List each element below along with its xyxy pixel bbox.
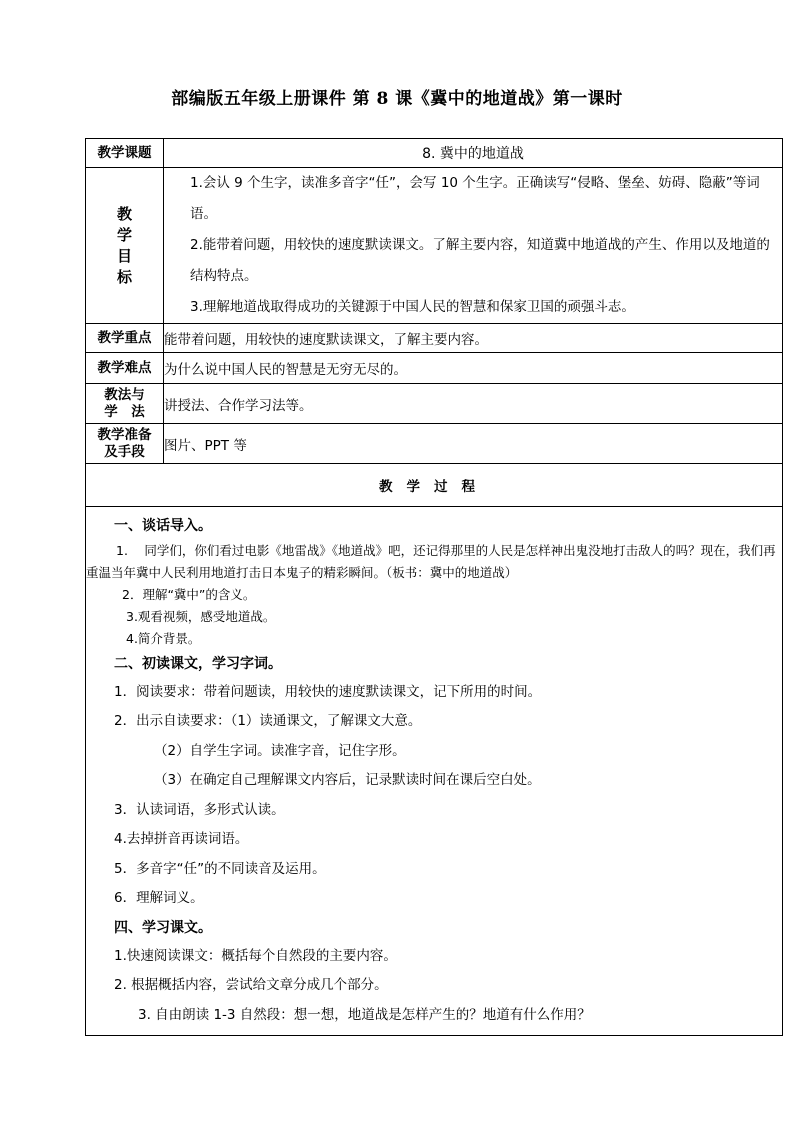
section-2-item: 6．理解词义。	[114, 890, 204, 907]
section-2-item: （2）自学生字词。读准字音，记住字形。	[154, 742, 406, 759]
section-2-item: 4.去掉拼音再读词语。	[114, 831, 249, 848]
preparation-label	[86, 424, 164, 464]
methods-row	[86, 384, 783, 424]
preparation-row	[86, 424, 783, 464]
preparation-label-line: 及手段	[104, 443, 145, 460]
lesson-plan-table	[85, 138, 783, 1036]
key-points-row	[86, 324, 783, 353]
section-2-item: 2．出示自读要求：（1）读通课文，了解课文大意。	[114, 713, 422, 730]
objectives-content	[164, 168, 783, 324]
difficulties-label: 教学难点	[86, 353, 164, 384]
section-4-title: 四、学习课文。	[114, 919, 212, 936]
preparation-label-line: 教学准备	[97, 426, 152, 443]
section-4-item: 3. 自由朗读 1-3 自然段：想一想，地道战是怎样产生的？地道有什么作用？	[138, 1006, 591, 1023]
objectives-label-char: 教	[116, 204, 132, 223]
topic-label: 教学课题	[86, 139, 164, 168]
process-heading-row	[86, 464, 783, 507]
section-2-item: 3．认读词语，多形式认读。	[114, 801, 285, 818]
objective-item: 1.会认 9 个生字，读准多音字“任”，会写 10 个生字。正确读写“侵略、堡垒、妨碍、隐蔽”等词语。	[190, 175, 760, 222]
section-2-item: 1．阅读要求：带着问题读，用较快的速度默读课文，记下所用的时间。	[114, 683, 542, 700]
section-4-item: 1.快速阅读课文：概括每个自然段的主要内容。	[114, 947, 397, 964]
objectives-label-char: 学	[116, 225, 132, 244]
section-1-item: 3.观看视频，感受地道战。	[126, 608, 276, 624]
section-1-title: 一、谈话导入。	[114, 517, 212, 534]
objectives-label-char: 目	[116, 246, 132, 265]
section-2-title: 二、初读课文，学习字词。	[114, 655, 282, 672]
objective-item: 3.理解地道战取得成功的关键源于中国人民的智慧和保家卫国的顽强斗志。	[190, 299, 635, 315]
objective-item: 2.能带着问题，用较快的速度默读课文。了解主要内容，知道冀中地道战的产生、作用以及地道的结构特点。	[190, 237, 770, 284]
key-points-label: 教学重点	[86, 324, 164, 353]
difficulties-row	[86, 353, 783, 384]
methods-label-line: 教法与	[104, 386, 145, 403]
section-4-item: 2. 根据概括内容，尝试给文章分成几个部分。	[114, 977, 388, 994]
objectives-label	[86, 168, 164, 324]
preparation-value: 图片、PPT 等	[164, 424, 783, 464]
difficulties-value: 为什么说中国人民的智慧是无穷无尽的。	[164, 353, 783, 384]
section-2-item: 5．多音字“任”的不同读音及运用。	[114, 860, 326, 877]
objectives-label-char: 标	[116, 267, 132, 286]
process-heading: 教学过程	[86, 464, 783, 507]
process-row	[86, 507, 783, 1036]
topic-row	[86, 139, 783, 168]
topic-value: 8. 冀中的地道战	[164, 139, 783, 168]
methods-label-line: 学 法	[104, 403, 145, 420]
methods-label	[86, 384, 164, 424]
key-points-value: 能带着问题，用较快的速度默读课文，了解主要内容。	[164, 324, 783, 353]
section-2-item: （3）在确定自己理解课文内容后，记录默读时间在课后空白处。	[154, 772, 541, 789]
process-content	[86, 507, 783, 1036]
section-1-item: 1. 同学们，你们看过电影《地雷战》《地道战》吧，还记得那里的人民是怎样神出鬼没地打击敌人的吗？现在，我们再重温当年冀中人民利用地道打击日本鬼子的精彩瞬间。（板书：冀中的地道战）	[86, 542, 776, 580]
section-1-item: 4.简介背景。	[126, 630, 201, 646]
section-1-item: 2．理解“冀中”的含义。	[122, 586, 256, 602]
objectives-row	[86, 168, 783, 324]
methods-value: 讲授法、合作学习法等。	[164, 384, 783, 424]
document-title: 部编版五年级上册课件 第 8 课《冀中的地道战》第一课时	[171, 89, 623, 109]
